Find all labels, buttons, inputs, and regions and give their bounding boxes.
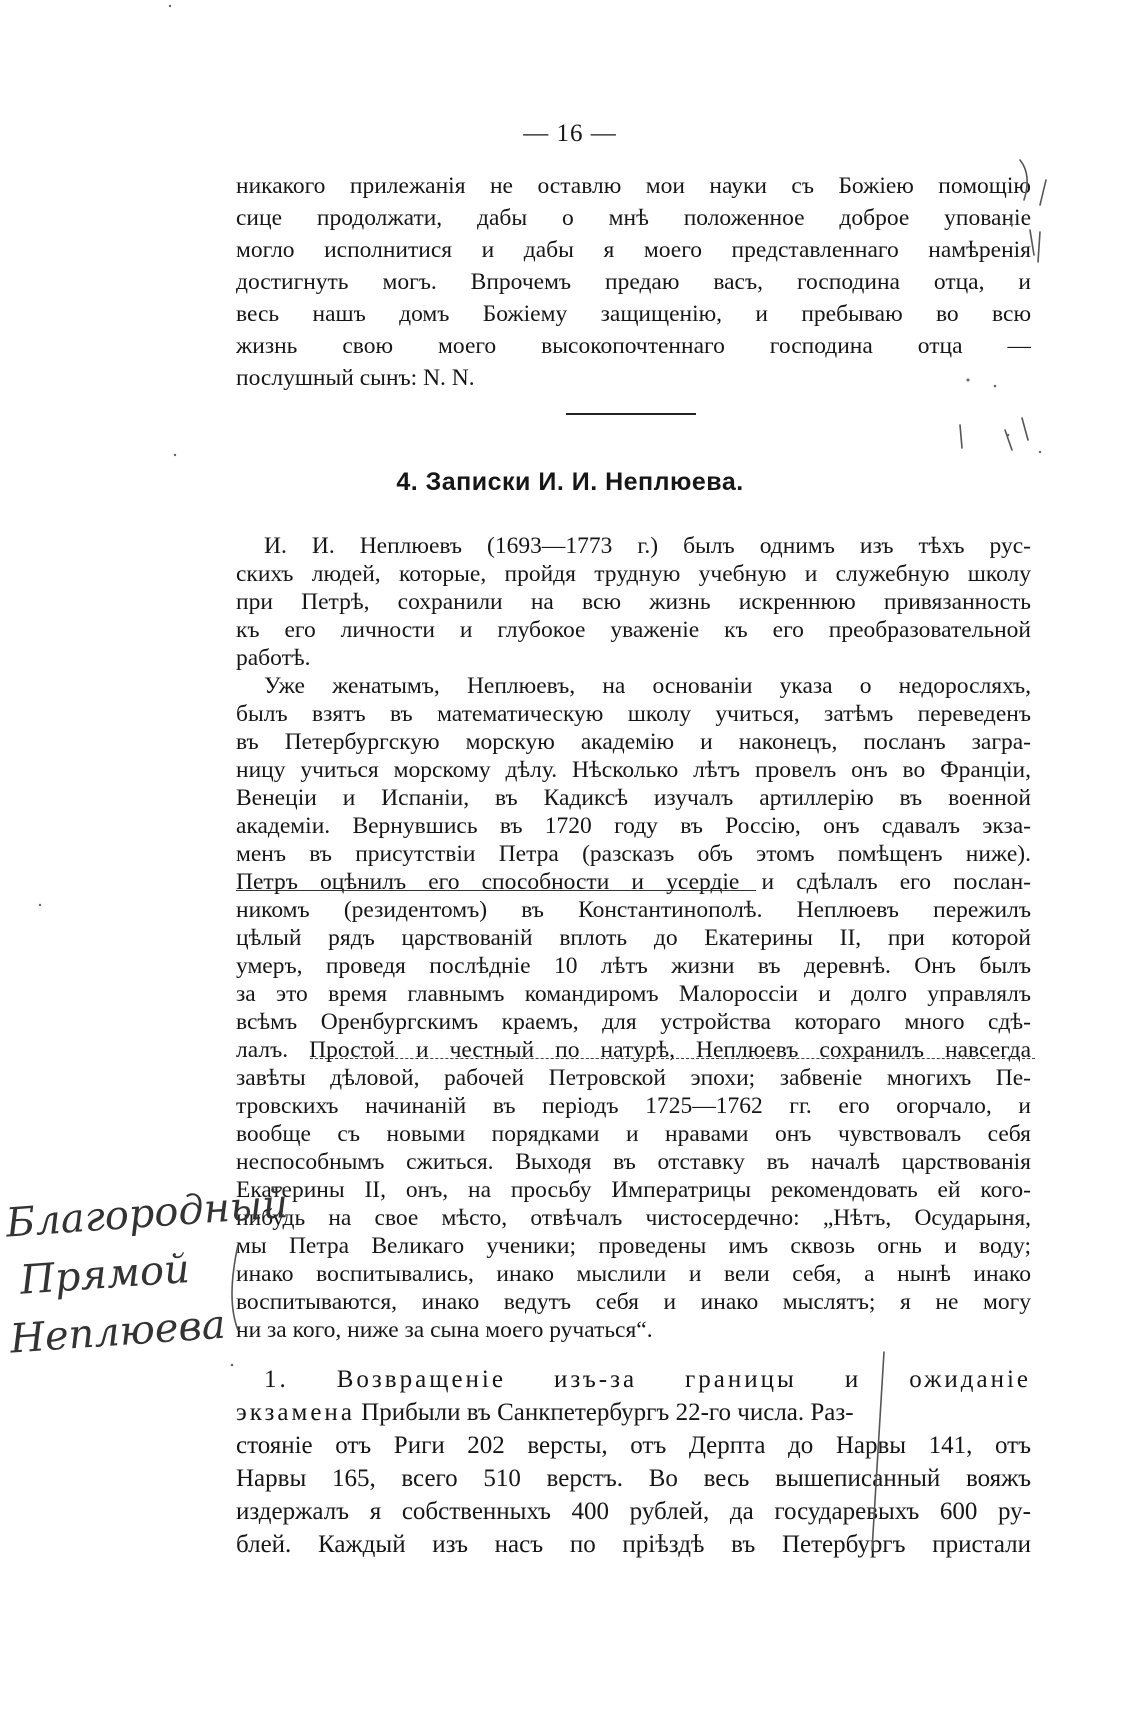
margin-tick-mark (1005, 430, 1012, 450)
pencil-dot (231, 1364, 234, 1367)
pencil-dot (1007, 434, 1010, 437)
text-line: въ Петербургскую морскую академію и наконецъ, посланъ загра- (236, 729, 1031, 755)
pencil-dot (169, 5, 171, 7)
margin-tick-mark (1022, 418, 1028, 440)
text-line: никакого прилежанія не оставлю мои науки съ Божіею помощію (236, 173, 1031, 199)
text-line: весь нашъ домъ Божіему защищенію, и пребываю во всю (236, 301, 1031, 327)
text-line: академіи. Вернувшись въ 1720 году въ Россію, онъ сдавалъ экза- (236, 813, 1031, 839)
text-line: менъ въ присутствіи Петра (разсказъ объ этомъ помѣщенъ ниже). (236, 841, 1031, 867)
text-line: сице продолжати, дабы о мнѣ положенное доброе упованіе (236, 205, 1031, 231)
text-line: всѣмъ Оренбургскимъ краемъ, для устройства котораго много сдѣ- (236, 1009, 1031, 1035)
text-line: Екатерины II, онъ, на просьбу Императрицы рекомендовать ей кого- (236, 1177, 1031, 1203)
text-line: умеръ, проведя послѣдніе 10 лѣтъ жизни въ деревнѣ. Онъ былъ (236, 953, 1031, 979)
pencil-dot (174, 454, 176, 456)
text-line: тровскихъ начинаній въ періодъ 1725—1762 гг. его огорчало, и (236, 1093, 1031, 1119)
margin-tick-mark (960, 425, 962, 448)
text-line: къ его личности и глубокое уваженіе къ его преобразовательной (236, 617, 1031, 643)
text-line: Уже женатымъ, Неплюевъ, на основаніи указа о недоросляхъ, (264, 673, 1031, 699)
text-line: цѣлый рядъ царствованій вплоть до Екатерины II, при которой (236, 925, 1031, 951)
text-line: мы Петра Великаго ученики; проведены имъ сквозь огнь и воду; (236, 1233, 1031, 1259)
text-line: неспособнымъ сжиться. Выходя въ отставку въ началѣ царствованія (236, 1149, 1031, 1175)
text-line: Нарвы 165, всего 510 верстъ. Во весь вышеписанный вояжъ (236, 1465, 1031, 1492)
text-line: нибудь на свое мѣсто, отвѣчалъ чистосердечно: „Нѣтъ, Осударыня, (236, 1205, 1031, 1231)
text-line: былъ взятъ въ математическую школу учиться, затѣмъ переведенъ (236, 701, 1031, 727)
handwritten-line: Прямой (18, 1246, 192, 1304)
text-line: могло исполнитися и дабы я моего представленнаго намѣренія (236, 237, 1031, 263)
pencil-dot (39, 904, 41, 906)
text-line: лалъ. Простой и честный по натурѣ, Неплюевъ сохранилъ навсегда (236, 1037, 1031, 1063)
text-line: работѣ. (236, 645, 311, 671)
text-line: ницу учиться морскому дѣлу. Нѣсколько лѣтъ провелъ онъ во Франціи, (236, 757, 1031, 783)
margin-tick-mark (1038, 232, 1040, 262)
signature-line: послушный сынъ: N. N. (236, 365, 475, 391)
text-line (236, 1397, 1031, 1429)
chapter-first-line: Прибыли въ Санкпетербургъ 22-го числа. Раз- (361, 1399, 854, 1426)
text-line: И. И. Неплюевъ (1693—1773 г.) былъ однимъ изъ тѣхъ рус- (264, 533, 1031, 559)
chapter-heading: 1. Возвращеніе изъ-за границы и ожиданіе (264, 1366, 1031, 1393)
text-line: издержалъ я собственныхъ 400 рублей, да государевыхъ 600 ру- (236, 1498, 1031, 1525)
margin-tick-mark (1040, 180, 1046, 205)
pencil-underline (310, 1058, 1035, 1059)
text-line: никомъ (резидентомъ) въ Константинополѣ. Неплюевъ пережилъ (236, 897, 1031, 923)
handwritten-margin-note (0, 1179, 290, 1369)
text-line: скихъ людей, которые, пройдя трудную учебную и служебную школу (236, 561, 1031, 587)
text-line: жизнь свою моего высокопочтеннаго господина отца — (236, 333, 1031, 359)
text-line: Венеціи и Испаніи, въ Кадиксѣ изучалъ артиллерію въ военной (236, 785, 1031, 811)
section-divider (566, 413, 696, 415)
text-line: стояніе отъ Риги 202 версты, отъ Дерпта до Нарвы 141, отъ (236, 1432, 1031, 1459)
text-line: ни за кого, ниже за сына моего ручаться“. (236, 1317, 653, 1343)
text-line: Петръ оцѣнилъ его способности и усердіе и сдѣлалъ его послан- (236, 869, 1031, 895)
text-line: завѣты дѣловой, рабочей Петровской эпохи; забвеніе многихъ Пе- (236, 1065, 1031, 1091)
chapter-heading-cont: экзамена (236, 1399, 355, 1426)
handwritten-line: Благородный (4, 1180, 290, 1247)
text-line: воспитываются, инако ведутъ себя и инако мыслятъ; я не могу (236, 1289, 1031, 1315)
text-line: при Петрѣ, сохранили на всю жизнь искреннюю привязанность (236, 589, 1031, 615)
text-line: за это время главнымъ командиромъ Малороссіи и долго управлялъ (236, 981, 1031, 1007)
pencil-underline (236, 890, 756, 891)
page-number: — 16 — (523, 120, 617, 147)
section-heading: 4. Записки И. И. Неплюева. (396, 468, 744, 496)
handwritten-line: Неплюева (8, 1301, 228, 1363)
text-line: достигнуть могъ. Впрочемъ предаю васъ, господина отца, и (236, 269, 1031, 295)
pencil-dot (1039, 451, 1041, 453)
text-line: инако воспитывались, инако мыслили и вели себя, а нынѣ инако (236, 1261, 1031, 1287)
text-line: блей. Каждый изъ насъ по пріѣздѣ въ Петербургъ пристали (236, 1531, 1031, 1558)
text-line: вообще съ новыми порядками и нравами онъ чувствовалъ себя (236, 1121, 1031, 1147)
